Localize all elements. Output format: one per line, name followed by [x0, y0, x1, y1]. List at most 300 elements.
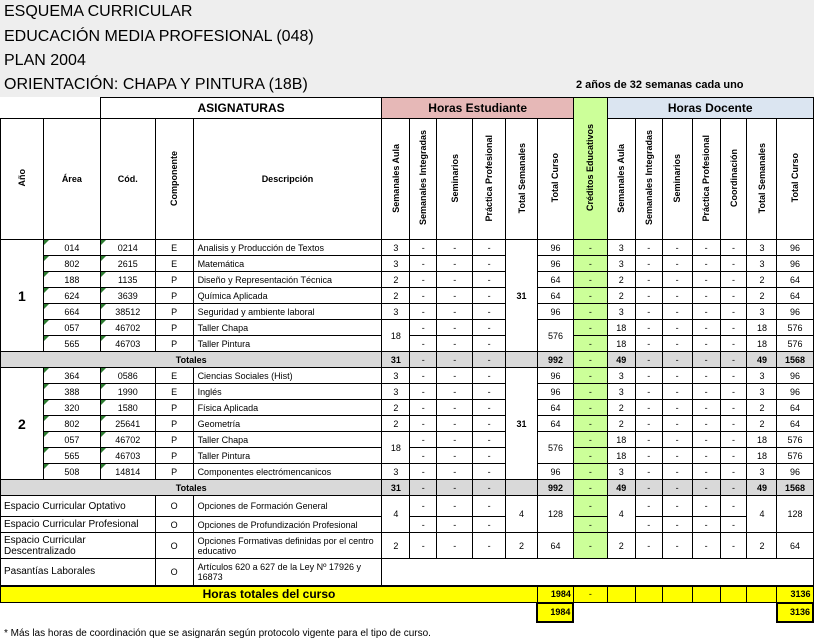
asignaturas-group-header: ASIGNATURAS: [100, 98, 382, 119]
d-sem-aula-cell: 2: [607, 288, 635, 304]
espacio-practica: -: [473, 496, 506, 517]
d-sem-integradas-cell: -: [635, 432, 662, 448]
d-coordinacion-cell: -: [720, 368, 747, 384]
d-sem-aula-cell: 18: [607, 432, 635, 448]
sem-integradas-cell: -: [410, 240, 437, 256]
col-total-semanales: Total Semanales: [506, 119, 538, 240]
cod-cell: 46702: [100, 432, 155, 448]
espacio-creditos: -: [573, 517, 607, 533]
col-descripcion: Descripción: [193, 119, 382, 240]
componente-cell: E: [155, 240, 193, 256]
totals-creditos: -: [573, 352, 607, 368]
year-1-label: 1: [1, 240, 44, 352]
descripcion-cell: Física Aplicada: [193, 400, 382, 416]
total-curso-cell: 96: [537, 384, 573, 400]
creditos-cell: -: [573, 256, 607, 272]
cod-cell: 1135: [100, 272, 155, 288]
componente-cell: P: [155, 432, 193, 448]
sem-aula-cell: 3: [382, 256, 410, 272]
sem-aula-cell: 3: [382, 384, 410, 400]
d-total-curso-cell: 576: [777, 320, 813, 336]
total-curso-cell: 576: [537, 320, 573, 352]
col-practica: Práctica Profesional: [473, 119, 506, 240]
espacio-d-sem-aula: 2: [607, 533, 635, 559]
sem-integradas-cell: -: [410, 464, 437, 480]
espacio-d-seminarios: -: [662, 533, 692, 559]
grand-total-summary-row: [1, 603, 814, 622]
total-curso-cell: 64: [537, 416, 573, 432]
d-sem-aula-cell: 18: [607, 336, 635, 352]
table-row: [1, 432, 814, 448]
d-practica-cell: -: [692, 288, 720, 304]
componente-cell: P: [155, 400, 193, 416]
d-coordinacion-cell: -: [720, 320, 747, 336]
totals-sem-aula: 31: [382, 352, 410, 368]
creditos-cell: -: [573, 240, 607, 256]
espacio-sem-integradas: -: [410, 517, 437, 533]
practica-cell: -: [473, 288, 506, 304]
table-row: [1, 288, 814, 304]
d-sem-aula-cell: 18: [607, 448, 635, 464]
table-row: [1, 400, 814, 416]
cod-cell: 46703: [100, 448, 155, 464]
d-total-curso-cell: 96: [777, 256, 813, 272]
footnote: * Más las horas de coordinación que se asignarán según protocolo vigente para el tipo de curso.: [4, 628, 431, 639]
col-d-total-curso: Total Curso: [777, 119, 813, 240]
d-total-semanales-cell: 18: [747, 336, 777, 352]
totals-seminarios: -: [437, 480, 473, 496]
espacio-d-total-curso: 64: [777, 533, 813, 559]
componente-cell: E: [155, 256, 193, 272]
sem-integradas-cell: -: [410, 304, 437, 320]
espacio-d-practica: -: [692, 533, 720, 559]
d-seminarios-cell: -: [662, 256, 692, 272]
col-d-practica: Práctica Profesional: [692, 119, 720, 240]
total-curso-cell: 64: [537, 272, 573, 288]
d-total-semanales-cell: 18: [747, 320, 777, 336]
sem-aula-cell: 3: [382, 304, 410, 320]
totals-d-sem-aula: 49: [607, 352, 635, 368]
d-sem-integradas-cell: -: [635, 240, 662, 256]
espacio-componente: O: [155, 559, 193, 586]
d-seminarios-cell: -: [662, 240, 692, 256]
d-seminarios-cell: -: [662, 432, 692, 448]
table-row: [1, 256, 814, 272]
d-sem-aula-cell: 3: [607, 464, 635, 480]
totals-row: [1, 480, 814, 496]
espacio-descripcion: Artículos 620 a 627 de la Ley Nº 17926 y 16873: [193, 559, 382, 586]
creditos-cell: -: [573, 272, 607, 288]
d-seminarios-cell: -: [662, 400, 692, 416]
espacio-sem-aula: 4: [382, 496, 410, 533]
total-curso-cell: 96: [537, 464, 573, 480]
d-practica-cell: -: [692, 384, 720, 400]
d-practica-cell: -: [692, 432, 720, 448]
espacio-descripcion: Opciones de Profundización Profesional: [193, 517, 382, 533]
espacio-seminarios: -: [437, 533, 473, 559]
espacio-seminarios: -: [437, 517, 473, 533]
cod-cell: 0214: [100, 240, 155, 256]
d-total-semanales-cell: 3: [747, 256, 777, 272]
seminarios-cell: -: [437, 336, 473, 352]
d-total-curso-cell: 96: [777, 304, 813, 320]
sem-integradas-cell: -: [410, 336, 437, 352]
creditos-cell: -: [573, 320, 607, 336]
totals-d-sem-integradas: -: [635, 480, 662, 496]
totals-label: Totales: [1, 352, 382, 368]
espacio-d-practica: -: [692, 496, 720, 517]
grand-total-docente-empty: [607, 586, 635, 603]
espacio-d-coordinacion: -: [720, 533, 747, 559]
totals-d-practica: -: [692, 352, 720, 368]
table-row: [1, 464, 814, 480]
espacio-total-curso: 64: [537, 533, 573, 559]
descripcion-cell: Taller Pintura: [193, 336, 382, 352]
pasantias-blank: [382, 559, 813, 586]
componente-cell: E: [155, 368, 193, 384]
d-total-curso-cell: 96: [777, 240, 813, 256]
d-sem-integradas-cell: -: [635, 400, 662, 416]
totals-d-seminarios: -: [662, 480, 692, 496]
componente-cell: P: [155, 464, 193, 480]
title-line-1: ESQUEMA CURRICULAR: [4, 3, 193, 20]
area-cell: 364: [43, 368, 100, 384]
sem-integradas-cell: -: [410, 448, 437, 464]
table-row: [1, 240, 814, 256]
d-seminarios-cell: -: [662, 336, 692, 352]
d-total-curso-cell: 96: [777, 368, 813, 384]
d-seminarios-cell: -: [662, 272, 692, 288]
descripcion-cell: Ciencias Sociales (Hist): [193, 368, 382, 384]
d-sem-integradas-cell: -: [635, 304, 662, 320]
espacio-creditos: -: [573, 496, 607, 517]
practica-cell: -: [473, 272, 506, 288]
componente-cell: P: [155, 448, 193, 464]
totals-total-semanales: [506, 352, 538, 368]
cod-cell: 46702: [100, 320, 155, 336]
d-sem-integradas-cell: -: [635, 416, 662, 432]
d-sem-aula-cell: 3: [607, 240, 635, 256]
d-sem-integradas-cell: -: [635, 320, 662, 336]
seminarios-cell: -: [437, 272, 473, 288]
d-sem-integradas-cell: -: [635, 448, 662, 464]
seminarios-cell: -: [437, 240, 473, 256]
d-practica-cell: -: [692, 416, 720, 432]
seminarios-cell: -: [437, 384, 473, 400]
practica-cell: -: [473, 320, 506, 336]
d-sem-aula-cell: 3: [607, 384, 635, 400]
d-total-semanales-cell: 2: [747, 288, 777, 304]
d-total-curso-cell: 64: [777, 416, 813, 432]
d-practica-cell: -: [692, 448, 720, 464]
table-row: [1, 272, 814, 288]
grand-total-docente-empty: [662, 586, 692, 603]
espacio-d-sem-aula: 4: [607, 496, 635, 533]
seminarios-cell: -: [437, 400, 473, 416]
seminarios-cell: -: [437, 448, 473, 464]
title-line-3: PLAN 2004: [4, 52, 86, 69]
curriculum-table: [0, 97, 814, 623]
componente-cell: P: [155, 320, 193, 336]
totals-d-total-semanales: 49: [747, 480, 777, 496]
practica-cell: -: [473, 464, 506, 480]
total-curso-cell: 96: [537, 256, 573, 272]
cod-cell: 2615: [100, 256, 155, 272]
grand-total-estudiante: 1984: [537, 586, 573, 603]
cod-cell: 46703: [100, 336, 155, 352]
d-coordinacion-cell: -: [720, 336, 747, 352]
col-sem-aula: Semanales Aula: [382, 119, 410, 240]
area-cell: 664: [43, 304, 100, 320]
cod-cell: 25641: [100, 416, 155, 432]
seminarios-cell: -: [437, 416, 473, 432]
sem-aula-cell: 18: [382, 320, 410, 352]
d-total-curso-cell: 64: [777, 288, 813, 304]
sem-aula-cell: 3: [382, 368, 410, 384]
totals-d-total-curso: 1568: [777, 480, 813, 496]
d-seminarios-cell: -: [662, 448, 692, 464]
d-coordinacion-cell: -: [720, 400, 747, 416]
totals-d-total-curso: 1568: [777, 352, 813, 368]
d-coordinacion-cell: -: [720, 240, 747, 256]
total-semanales-cell: 31: [506, 240, 538, 352]
col-cod: Cód.: [100, 119, 155, 240]
creditos-header: Créditos Educativos: [573, 98, 607, 240]
totals-d-coordinacion: -: [720, 352, 747, 368]
d-total-curso-cell: 96: [777, 384, 813, 400]
d-total-semanales-cell: 3: [747, 304, 777, 320]
espacio-creditos: -: [573, 533, 607, 559]
grand-total-docente: 3136: [777, 586, 813, 603]
d-total-semanales-cell: 3: [747, 368, 777, 384]
espacio-row: [1, 559, 814, 586]
totals-sem-aula: 31: [382, 480, 410, 496]
totals-d-sem-integradas: -: [635, 352, 662, 368]
descripcion-cell: Taller Pintura: [193, 448, 382, 464]
summary-estudiante: 1984: [537, 603, 573, 622]
practica-cell: -: [473, 256, 506, 272]
espacio-d-coordinacion: -: [720, 496, 747, 517]
practica-cell: -: [473, 448, 506, 464]
area-cell: 565: [43, 448, 100, 464]
d-total-semanales-cell: 2: [747, 416, 777, 432]
practica-cell: -: [473, 384, 506, 400]
espacio-d-total-semanales: 2: [747, 533, 777, 559]
duration-note: 2 años de 32 semanas cada uno: [576, 79, 744, 91]
d-sem-aula-cell: 3: [607, 256, 635, 272]
descripcion-cell: Seguridad y ambiente laboral: [193, 304, 382, 320]
descripcion-cell: Diseño y Representación Técnica: [193, 272, 382, 288]
d-seminarios-cell: -: [662, 416, 692, 432]
creditos-cell: -: [573, 368, 607, 384]
practica-cell: -: [473, 400, 506, 416]
d-practica-cell: -: [692, 272, 720, 288]
espacio-d-practica: -: [692, 517, 720, 533]
creditos-cell: -: [573, 336, 607, 352]
sem-integradas-cell: -: [410, 288, 437, 304]
d-coordinacion-cell: -: [720, 288, 747, 304]
practica-cell: -: [473, 416, 506, 432]
espacio-componente: O: [155, 496, 193, 517]
d-practica-cell: -: [692, 304, 720, 320]
descripcion-cell: Componentes electrómencanicos: [193, 464, 382, 480]
espacio-name: Espacio Curricular Descentralizado: [1, 533, 156, 559]
espacio-d-coordinacion: -: [720, 517, 747, 533]
cod-cell: 0586: [100, 368, 155, 384]
espacio-name: Espacio Curricular Profesional: [1, 517, 156, 533]
d-sem-integradas-cell: -: [635, 256, 662, 272]
totals-sem-integradas: -: [410, 480, 437, 496]
summary-blank: [1, 603, 538, 622]
practica-cell: -: [473, 336, 506, 352]
cod-cell: 1990: [100, 384, 155, 400]
totals-d-total-semanales: 49: [747, 352, 777, 368]
totals-row: [1, 352, 814, 368]
d-sem-aula-cell: 2: [607, 272, 635, 288]
col-d-total-semanales: Total Semanales: [747, 119, 777, 240]
d-coordinacion-cell: -: [720, 448, 747, 464]
totals-label: Totales: [1, 480, 382, 496]
d-coordinacion-cell: -: [720, 272, 747, 288]
seminarios-cell: -: [437, 256, 473, 272]
espacio-seminarios: -: [437, 496, 473, 517]
area-cell: 802: [43, 416, 100, 432]
espacio-practica: -: [473, 533, 506, 559]
totals-creditos: -: [573, 480, 607, 496]
d-total-semanales-cell: 2: [747, 272, 777, 288]
sem-aula-cell: 2: [382, 400, 410, 416]
col-area: Área: [43, 119, 100, 240]
seminarios-cell: -: [437, 320, 473, 336]
descripcion-cell: Química Aplicada: [193, 288, 382, 304]
totals-d-practica: -: [692, 480, 720, 496]
espacio-sem-integradas: -: [410, 533, 437, 559]
sem-aula-cell: 2: [382, 272, 410, 288]
espacio-descripcion: Opciones Formativas definidas por el centro educativo: [193, 533, 382, 559]
espacio-total-semanales: 4: [506, 496, 538, 533]
d-coordinacion-cell: -: [720, 256, 747, 272]
total-curso-cell: 96: [537, 240, 573, 256]
seminarios-cell: -: [437, 368, 473, 384]
col-d-sem-integradas: Semanales Integradas: [635, 119, 662, 240]
sem-integradas-cell: -: [410, 368, 437, 384]
total-curso-cell: 576: [537, 432, 573, 464]
sem-aula-cell: 3: [382, 464, 410, 480]
area-cell: 057: [43, 432, 100, 448]
d-seminarios-cell: -: [662, 384, 692, 400]
col-componente: Componente: [155, 119, 193, 240]
table-row: [1, 416, 814, 432]
espacio-name: Pasantías Laborales: [1, 559, 156, 586]
col-d-sem-aula: Semanales Aula: [607, 119, 635, 240]
componente-cell: P: [155, 336, 193, 352]
d-sem-integradas-cell: -: [635, 288, 662, 304]
area-cell: 565: [43, 336, 100, 352]
area-cell: 188: [43, 272, 100, 288]
creditos-cell: -: [573, 464, 607, 480]
sem-aula-cell: 2: [382, 416, 410, 432]
componente-cell: E: [155, 384, 193, 400]
d-practica-cell: -: [692, 464, 720, 480]
espacio-practica: -: [473, 517, 506, 533]
d-coordinacion-cell: -: [720, 416, 747, 432]
total-curso-cell: 96: [537, 304, 573, 320]
espacio-descripcion: Opciones de Formación General: [193, 496, 382, 517]
area-cell: 624: [43, 288, 100, 304]
sem-aula-cell: 2: [382, 288, 410, 304]
d-coordinacion-cell: -: [720, 432, 747, 448]
descripcion-cell: Inglés: [193, 384, 382, 400]
creditos-cell: -: [573, 288, 607, 304]
title-line-2: EDUCACIÓN MEDIA PROFESIONAL (048): [4, 28, 314, 45]
sem-aula-cell: 3: [382, 240, 410, 256]
d-total-curso-cell: 64: [777, 400, 813, 416]
grand-total-docente-empty: [747, 586, 777, 603]
grand-total-docente-empty: [692, 586, 720, 603]
d-practica-cell: -: [692, 400, 720, 416]
d-sem-aula-cell: 3: [607, 304, 635, 320]
espacio-sem-integradas: -: [410, 496, 437, 517]
totals-d-coordinacion: -: [720, 480, 747, 496]
totals-d-seminarios: -: [662, 352, 692, 368]
sem-integradas-cell: -: [410, 384, 437, 400]
plan-header: [0, 0, 814, 97]
creditos-cell: -: [573, 448, 607, 464]
totals-total-semanales: [506, 480, 538, 496]
totals-total-curso: 992: [537, 480, 573, 496]
practica-cell: -: [473, 368, 506, 384]
descripcion-cell: Analisis y Producción de Textos: [193, 240, 382, 256]
espacio-d-sem-integradas: -: [635, 533, 662, 559]
d-sem-aula-cell: 18: [607, 320, 635, 336]
descripcion-cell: Matemática: [193, 256, 382, 272]
d-seminarios-cell: -: [662, 320, 692, 336]
sem-integradas-cell: -: [410, 320, 437, 336]
year-2-label: 2: [1, 368, 44, 480]
componente-cell: P: [155, 272, 193, 288]
d-practica-cell: -: [692, 336, 720, 352]
d-total-semanales-cell: 3: [747, 464, 777, 480]
d-seminarios-cell: -: [662, 368, 692, 384]
d-total-curso-cell: 576: [777, 448, 813, 464]
totals-practica: -: [473, 352, 506, 368]
espacio-d-total-semanales: 4: [747, 496, 777, 533]
d-coordinacion-cell: -: [720, 464, 747, 480]
d-practica-cell: -: [692, 320, 720, 336]
espacio-d-seminarios: -: [662, 517, 692, 533]
sem-aula-cell: 18: [382, 432, 410, 464]
grand-total-docente-empty: [635, 586, 662, 603]
table-row: [1, 384, 814, 400]
grand-total-docente-empty: [720, 586, 747, 603]
col-total-curso: Total Curso: [537, 119, 573, 240]
cod-cell: 14814: [100, 464, 155, 480]
d-sem-integradas-cell: -: [635, 464, 662, 480]
totals-sem-integradas: -: [410, 352, 437, 368]
seminarios-cell: -: [437, 304, 473, 320]
espacio-row: [1, 496, 814, 517]
seminarios-cell: -: [437, 288, 473, 304]
seminarios-cell: -: [437, 432, 473, 448]
creditos-cell: -: [573, 416, 607, 432]
col-sem-integradas: Semanales Integradas: [410, 119, 437, 240]
area-cell: 320: [43, 400, 100, 416]
horas-estudiante-header: Horas Estudiante: [382, 98, 574, 119]
col-d-seminarios: Seminarios: [662, 119, 692, 240]
d-total-semanales-cell: 3: [747, 240, 777, 256]
d-sem-aula-cell: 2: [607, 400, 635, 416]
d-total-curso-cell: 576: [777, 336, 813, 352]
